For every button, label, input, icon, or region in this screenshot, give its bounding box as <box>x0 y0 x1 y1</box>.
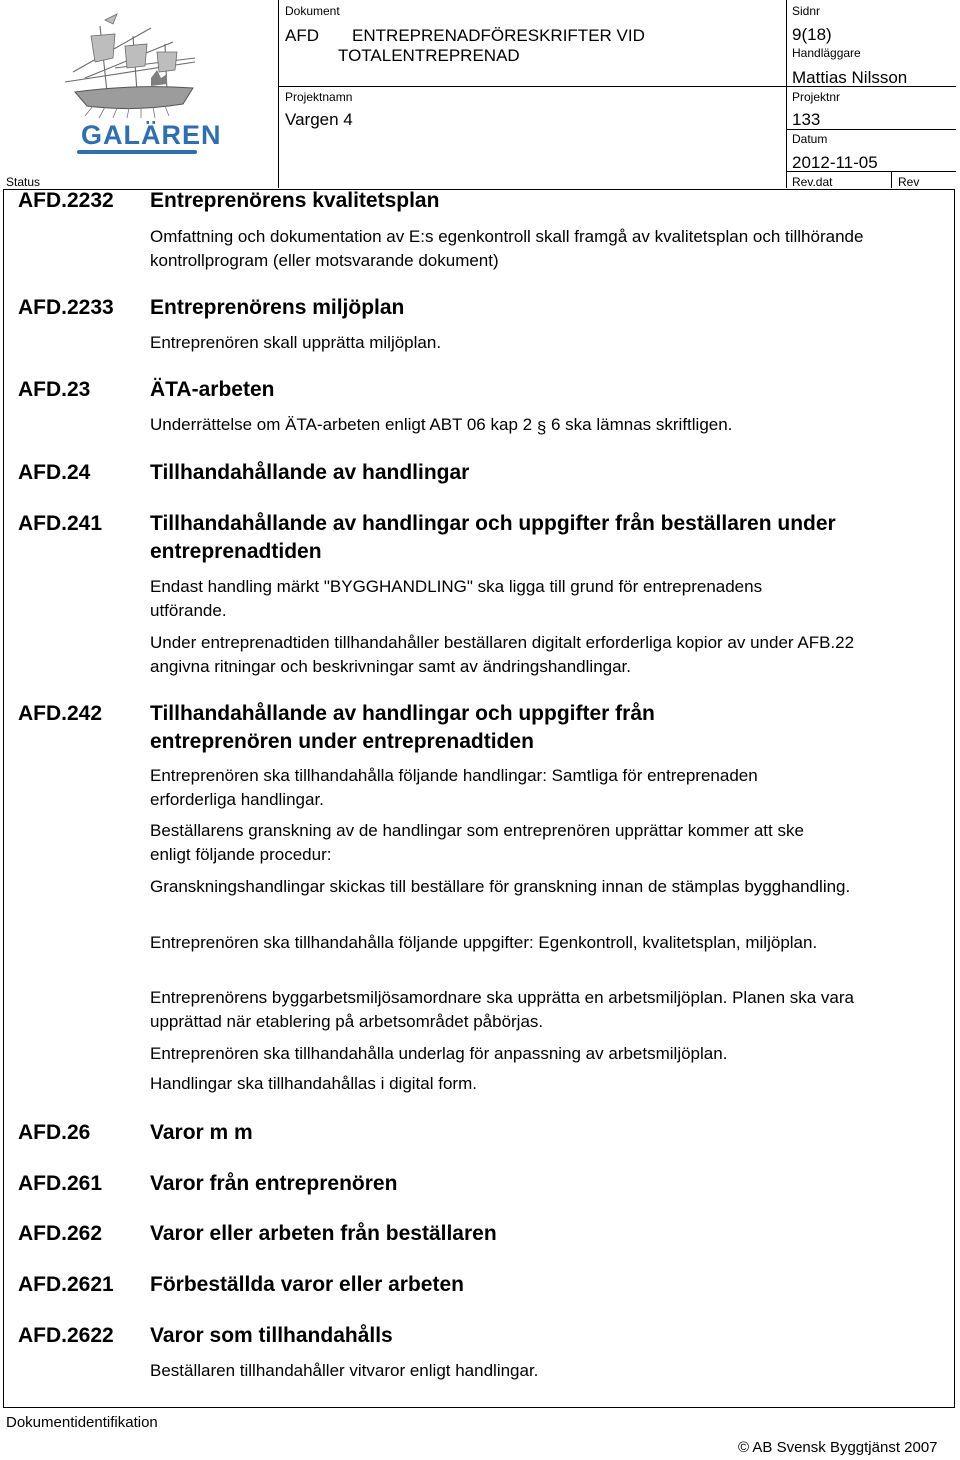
projectnr-label: Projektnr <box>792 90 841 104</box>
rev-label: Rev <box>898 175 920 189</box>
section-paragraph: Under entreprenadtiden tillhandahåller beställaren digitalt erforderliga kopior av under AFB.22 angivna ritningar och beskrivningar samt av ändringshandlingar. <box>150 633 855 676</box>
section-title: Varor som tillhandahålls <box>150 1324 393 1347</box>
section-paragraph: Beställarens granskning av de handlingar som entreprenören upprättar kommer att ske enligt följande procedur: <box>150 821 804 864</box>
header-divider <box>786 0 787 188</box>
section-code: AFD.2621 <box>18 1273 114 1296</box>
header-rule <box>786 171 956 172</box>
copyright-icon: © <box>738 1439 750 1456</box>
section-title: Entreprenörens miljöplan <box>150 296 405 319</box>
handler-label: Handläggare <box>792 46 861 60</box>
projectnr-value: 133 <box>792 110 821 129</box>
section-paragraph: Granskningshandlingar skickas till beställare för granskning innan de stämplas bygghandling. <box>150 877 851 896</box>
paragraph-text: Underrättelse om ÄTA-arbeten enligt ABT 06 kap 2 <box>150 415 537 434</box>
section-code: AFD.26 <box>18 1121 91 1144</box>
section-paragraph: Entreprenören skall upprätta miljöplan. <box>150 333 442 352</box>
section-paragraph: Entreprenören ska tillhandahålla följande handlingar: Samtliga för entreprenaden erforderliga handlingar. <box>150 766 758 809</box>
logo-wave <box>77 150 197 154</box>
document-title-line2: TOTALENTREPRENAD <box>338 46 520 65</box>
copyright <box>738 1439 938 1457</box>
section-paragraph: Handlingar ska tillhandahållas i digital form. <box>150 1074 477 1093</box>
doc-id-label: Dokumentidentifikation <box>6 1414 158 1431</box>
section-title: Varor m m <box>150 1121 253 1144</box>
section-title: Entreprenörens kvalitetsplan <box>150 189 440 212</box>
header-divider <box>891 171 892 188</box>
page-value: 9(18) <box>792 25 832 44</box>
section-code: AFD.241 <box>18 512 103 535</box>
galleon-ship-icon <box>55 8 205 120</box>
projectname-label: Projektnamn <box>285 90 353 104</box>
section-code: AFD.23 <box>18 378 91 401</box>
document-title-line1: AFD ENTREPRENADFÖRESKRIFTER VID <box>285 26 645 45</box>
header-rule <box>786 86 956 87</box>
section-title: Tillhandahållande av handlingar och uppgifter från entreprenören under entreprenadtiden <box>150 702 655 753</box>
status-label: Status <box>6 175 41 189</box>
page-label: Sidnr <box>792 4 821 18</box>
projectname-value: Vargen 4 <box>285 110 353 129</box>
logo-text: GALÄREN <box>81 120 222 150</box>
section-paragraph: Entreprenören ska tillhandahålla följande uppgifter: Egenkontroll, kvalitetsplan, miljöplan. <box>150 933 818 952</box>
section-title: Förbeställda varor eller arbeten <box>150 1273 464 1296</box>
section-title: Tillhandahållande av handlingar <box>150 461 470 484</box>
logo <box>55 8 222 166</box>
section-code: AFD.262 <box>18 1222 103 1245</box>
section-title: ÄTA-arbeten <box>150 378 275 401</box>
section-code: AFD.24 <box>18 461 91 484</box>
date-label: Datum <box>792 132 828 146</box>
header-rule <box>278 86 786 87</box>
section-title: Varor från entreprenören <box>150 1172 398 1195</box>
paragraph-text: 6 ska lämnas skriftligen. <box>546 415 733 434</box>
document-label: Dokument <box>285 4 340 18</box>
section-code: AFD.2622 <box>18 1324 114 1347</box>
header-rule <box>786 129 956 130</box>
section-paragraph: Entreprenörens byggarbetsmiljösamordnare ska upprätta en arbetsmiljöplan. Planen ska vara upprättad när etablering på arbetsområdet påbörjas. <box>150 988 854 1031</box>
section-paragraph: Beställaren tillhandahåller vitvaror enligt handlingar. <box>150 1361 539 1380</box>
section-title: Tillhandahållande av handlingar och uppgifter från beställaren under entreprenadtiden <box>150 512 836 563</box>
revdate-label: Rev.dat <box>792 175 833 189</box>
section-paragraph <box>150 413 910 437</box>
section-code: AFD.2233 <box>18 296 114 319</box>
section-code: AFD.2232 <box>18 189 114 212</box>
section-code: AFD.242 <box>18 702 103 725</box>
copyright-text: AB Svensk Byggtjänst 2007 <box>752 1439 938 1456</box>
date-value: 2012-11-05 <box>792 153 878 172</box>
section-paragraph: Endast handling märkt "BYGGHANDLING" ska ligga till grund för entreprenadens utförande. <box>150 577 763 620</box>
section-title: Varor eller arbeten från beställaren <box>150 1222 497 1245</box>
header-divider <box>278 0 279 188</box>
paragraph-sign: § <box>536 418 547 437</box>
section-paragraph: Entreprenören ska tillhandahålla underlag för anpassning av arbetsmiljöplan. <box>150 1044 728 1063</box>
section-paragraph: Omfattning och dokumentation av E:s egenkontroll skall framgå av kvalitetsplan och tillhörande kontrollprogram (eller motsvarande dokument) <box>150 227 864 270</box>
section-code: AFD.261 <box>18 1172 103 1195</box>
handler-value: Mattias Nilsson <box>792 68 908 87</box>
